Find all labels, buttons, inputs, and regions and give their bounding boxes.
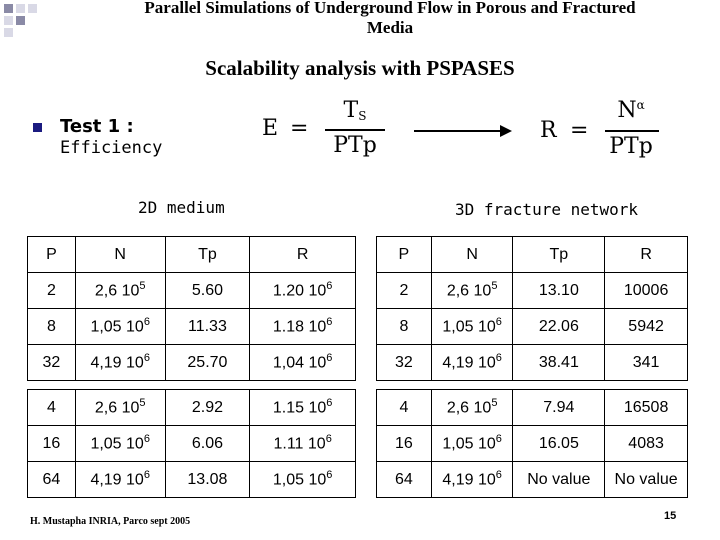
cell-r bbox=[605, 462, 688, 498]
label-3d-fracture-network: 3D fracture network bbox=[455, 200, 639, 219]
column-header-value: Tp bbox=[549, 245, 569, 263]
fraction-bar-e bbox=[325, 129, 385, 131]
cell-p-value: 64 bbox=[394, 470, 413, 488]
cell-n-exponent: 6 bbox=[143, 469, 150, 482]
corner-square-2 bbox=[16, 4, 25, 13]
cell-r-value: 4083 bbox=[628, 434, 664, 452]
cell-n-exponent: 5 bbox=[139, 280, 146, 293]
column-header bbox=[28, 237, 76, 273]
cell-n-value: 1,05 10 bbox=[442, 435, 496, 453]
cell-p bbox=[377, 390, 432, 426]
corner-square-5 bbox=[16, 16, 25, 25]
cell-r-value: 1.11 10 bbox=[273, 435, 326, 453]
formula-r-denominator: PTp bbox=[609, 134, 653, 159]
table-row bbox=[28, 309, 356, 345]
cell-p-value: 32 bbox=[42, 353, 61, 371]
cell-n-exponent: 6 bbox=[143, 316, 150, 329]
cell-tp bbox=[165, 390, 250, 426]
table-row bbox=[377, 345, 688, 381]
table-row bbox=[28, 345, 356, 381]
efficiency-label: Efficiency bbox=[60, 138, 163, 158]
cell-p bbox=[28, 273, 76, 309]
table-row bbox=[28, 426, 356, 462]
cell-n-value: 4,19 10 bbox=[90, 354, 144, 372]
cell-p-value: 2 bbox=[399, 281, 409, 299]
cell-n bbox=[75, 309, 165, 345]
cell-tp-value: 22.06 bbox=[538, 317, 579, 335]
cell-p-value: 8 bbox=[46, 317, 56, 335]
cell-r-exponent: 6 bbox=[326, 316, 333, 329]
table-row bbox=[377, 390, 688, 426]
cell-p-value: 4 bbox=[46, 398, 56, 416]
cell-r-value: 1,04 10 bbox=[272, 354, 327, 372]
cell-n-value: 4,19 10 bbox=[442, 471, 496, 489]
cell-p bbox=[28, 390, 76, 426]
column-header bbox=[513, 237, 605, 273]
formula-r-numerator bbox=[603, 98, 659, 123]
cell-n-exponent: 6 bbox=[495, 433, 502, 446]
table-row bbox=[377, 273, 688, 309]
cell-n-value: 1,05 10 bbox=[442, 318, 496, 336]
cell-r-value: 1.18 10 bbox=[272, 318, 327, 336]
cell-n bbox=[431, 309, 513, 345]
cell-p bbox=[377, 273, 432, 309]
formula-e-lhs: E bbox=[262, 116, 279, 141]
cell-n-exponent: 6 bbox=[143, 433, 150, 446]
cell-tp-value: 16.05 bbox=[538, 434, 579, 452]
cell-r-exponent: 6 bbox=[326, 469, 333, 482]
cell-p bbox=[377, 426, 432, 462]
cell-n-value: 2,6 10 bbox=[94, 282, 140, 300]
table-header-row bbox=[377, 237, 688, 273]
column-header bbox=[431, 237, 513, 273]
cell-p-value: 4 bbox=[399, 398, 409, 416]
cell-n-value: 4,19 10 bbox=[442, 354, 496, 372]
corner-square-4 bbox=[4, 16, 13, 25]
cell-p-value: 8 bbox=[399, 317, 409, 335]
cell-r bbox=[605, 426, 688, 462]
test-label: Test 1 : bbox=[60, 116, 134, 137]
cell-n-exponent: 5 bbox=[491, 280, 498, 293]
corner-square-1 bbox=[4, 4, 13, 13]
cell-n bbox=[431, 273, 513, 309]
corner-square-6 bbox=[4, 28, 13, 37]
cell-p-value: 16 bbox=[42, 434, 61, 452]
column-header bbox=[165, 237, 250, 273]
arrow-icon bbox=[414, 124, 514, 138]
cell-r-value: 5942 bbox=[628, 317, 664, 335]
slide-subtitle: Scalability analysis with PSPASES bbox=[205, 56, 515, 80]
cell-r-exponent: 6 bbox=[326, 352, 333, 365]
cell-r-value: 1.20 10 bbox=[272, 282, 327, 300]
column-header bbox=[605, 237, 688, 273]
formula-e-num-sub: S bbox=[358, 109, 367, 123]
table-gap-cell bbox=[377, 381, 688, 390]
cell-p bbox=[377, 345, 432, 381]
cell-n bbox=[431, 426, 513, 462]
cell-n-value: 2,6 10 bbox=[94, 399, 140, 417]
column-header-value: R bbox=[640, 245, 652, 263]
table-row bbox=[28, 390, 356, 426]
formula-e-equals: = bbox=[290, 116, 309, 141]
formula-r-lhs: R bbox=[540, 118, 557, 143]
cell-n bbox=[75, 462, 165, 498]
cell-p-value: 32 bbox=[394, 353, 413, 371]
cell-r-value: 1,05 10 bbox=[272, 471, 327, 489]
page-number: 15 bbox=[664, 510, 677, 522]
cell-n-exponent: 5 bbox=[491, 397, 498, 410]
fraction-bar-r bbox=[605, 130, 659, 132]
cell-n-value: 1,05 10 bbox=[90, 318, 144, 336]
cell-tp bbox=[513, 462, 605, 498]
table-row bbox=[28, 273, 356, 309]
cell-r-exponent: 6 bbox=[326, 280, 333, 293]
cell-tp-value: No value bbox=[527, 470, 591, 488]
table-header-row bbox=[28, 237, 356, 273]
table-row bbox=[377, 309, 688, 345]
cell-tp bbox=[513, 426, 605, 462]
cell-r-exponent: 6 bbox=[325, 433, 332, 446]
cell-n bbox=[431, 390, 513, 426]
cell-tp bbox=[165, 309, 250, 345]
cell-n-value: 2,6 10 bbox=[446, 282, 492, 300]
cell-tp bbox=[165, 426, 250, 462]
formula-r-equals: = bbox=[570, 118, 589, 143]
cell-r bbox=[605, 345, 688, 381]
cell-tp-value: 13.08 bbox=[187, 470, 228, 488]
cell-p-value: 2 bbox=[46, 281, 56, 299]
cell-p bbox=[28, 426, 76, 462]
cell-n-exponent: 6 bbox=[143, 352, 150, 365]
column-header bbox=[377, 237, 432, 273]
cell-n bbox=[431, 462, 513, 498]
cell-n-exponent: 6 bbox=[495, 316, 502, 329]
cell-n-value: 2,6 10 bbox=[446, 399, 492, 417]
cell-tp-value: 13.10 bbox=[538, 281, 579, 299]
cell-r bbox=[250, 345, 356, 381]
column-header bbox=[250, 237, 356, 273]
cell-p bbox=[28, 462, 76, 498]
cell-tp-value: 6.06 bbox=[191, 434, 223, 452]
cell-tp-value: 7.94 bbox=[543, 398, 575, 416]
cell-r-value: 1.15 10 bbox=[272, 399, 327, 417]
cell-r bbox=[250, 426, 356, 462]
formula-r-num-sup: α bbox=[636, 98, 645, 112]
column-header-value: P bbox=[46, 245, 57, 263]
column-header-value: R bbox=[296, 245, 309, 263]
cell-tp bbox=[513, 390, 605, 426]
table-gap-row bbox=[28, 381, 356, 390]
table-row bbox=[28, 462, 356, 498]
cell-n bbox=[75, 390, 165, 426]
cell-p-value: 16 bbox=[394, 434, 413, 452]
cell-tp bbox=[165, 345, 250, 381]
cell-tp bbox=[165, 273, 250, 309]
table-gap-cell bbox=[28, 381, 356, 390]
cell-tp-value: 25.70 bbox=[187, 353, 228, 371]
cell-n-value: 1,05 10 bbox=[90, 435, 144, 453]
cell-tp bbox=[513, 345, 605, 381]
cell-r-value: No value bbox=[614, 470, 678, 488]
cell-tp-value: 11.33 bbox=[188, 317, 227, 335]
cell-r bbox=[250, 309, 356, 345]
formula-e-numerator bbox=[325, 98, 385, 123]
table-row bbox=[377, 426, 688, 462]
table-gap-row bbox=[377, 381, 688, 390]
corner-square-3 bbox=[28, 4, 37, 13]
column-header bbox=[75, 237, 165, 273]
formula-e-denominator: PTp bbox=[333, 133, 377, 158]
table-row bbox=[377, 462, 688, 498]
column-header-value: P bbox=[398, 245, 410, 263]
cell-r bbox=[605, 390, 688, 426]
table-2d bbox=[27, 236, 356, 498]
cell-n-exponent: 5 bbox=[139, 397, 146, 410]
slide-title: Parallel Simulations of Underground Flow in Porous and Fractured Media bbox=[144, 0, 636, 37]
cell-tp bbox=[513, 309, 605, 345]
cell-r bbox=[605, 273, 688, 309]
cell-p bbox=[377, 309, 432, 345]
bullet-icon bbox=[33, 123, 42, 132]
cell-r-value: 341 bbox=[632, 353, 660, 371]
cell-p bbox=[28, 345, 76, 381]
cell-r-exponent: 6 bbox=[326, 397, 333, 410]
cell-p bbox=[28, 309, 76, 345]
label-2d-medium: 2D medium bbox=[138, 198, 225, 217]
cell-n bbox=[75, 345, 165, 381]
cell-r bbox=[250, 273, 356, 309]
cell-r-value: 16508 bbox=[623, 398, 669, 416]
cell-r bbox=[250, 390, 356, 426]
cell-r bbox=[605, 309, 688, 345]
cell-n bbox=[431, 345, 513, 381]
cell-tp bbox=[165, 462, 250, 498]
cell-n-value: 4,19 10 bbox=[90, 471, 144, 489]
column-header-value: N bbox=[114, 245, 126, 263]
cell-p-value: 64 bbox=[42, 470, 61, 488]
cell-p bbox=[377, 462, 432, 498]
formula-r-num-main: N bbox=[617, 98, 637, 123]
cell-r bbox=[250, 462, 356, 498]
cell-r-value: 10006 bbox=[623, 281, 669, 299]
column-header-value: Tp bbox=[198, 245, 217, 263]
cell-tp bbox=[513, 273, 605, 309]
formula-e-num-main: T bbox=[343, 98, 359, 123]
cell-tp-value: 38.41 bbox=[538, 353, 579, 371]
footer-credit: H. Mustapha INRIA, Parco sept 2005 bbox=[30, 516, 191, 527]
cell-n-exponent: 6 bbox=[495, 469, 502, 482]
cell-tp-value: 2.92 bbox=[191, 398, 223, 416]
cell-n bbox=[75, 273, 165, 309]
cell-n-exponent: 6 bbox=[495, 352, 502, 365]
cell-tp-value: 5.60 bbox=[191, 281, 223, 299]
column-header-value: N bbox=[466, 245, 478, 263]
cell-n bbox=[75, 426, 165, 462]
table-3d bbox=[376, 236, 688, 498]
